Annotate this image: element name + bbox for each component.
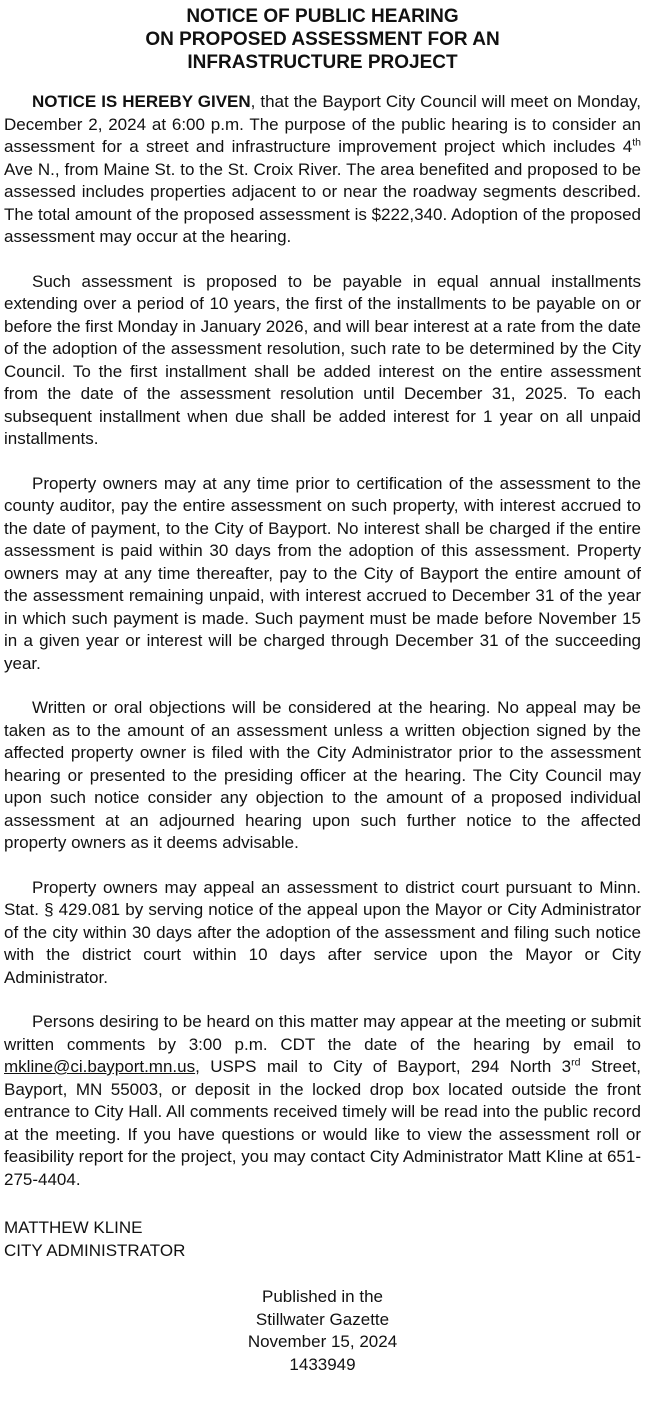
notice-paragraph-5 <box>4 877 641 990</box>
footer-notice-number: 1433949 <box>289 1354 356 1374</box>
notice-title-line: INFRASTRUCTURE PROJECT <box>187 52 458 73</box>
signature-block <box>4 1217 641 1262</box>
text-run: , that the Bayport City Council will meet on Monday, December 2, 2024 at 6:00 p.m. The purpose of the public hearing is to consider an assessment for a street and infrastructure improvement project which includes 4 <box>4 92 641 156</box>
text-run: Street, Bayport, MN 55003, or deposit in the locked drop box located outside the front entrance to City Hall. All comments received timely will be read into the public record at the meeting. If you have questions or would like to view the assessment roll or feasibility report for the project, you may contact City Administrator Matt Kline at 651-275-4404. <box>4 1057 641 1189</box>
text-run: , USPS mail to City of Bayport, 294 North 3 <box>195 1057 572 1076</box>
email-link[interactable]: mkline@ci.bayport.mn.us <box>4 1057 196 1076</box>
text-run: Written or oral objections will be considered at the hearing. No appeal may be taken as to the amount of an assessment unless a written objection signed by the affected property owner is filed with the City Administrator prior to the assessment hearing or presented to the presiding officer at the hearing. The City Council may upon such notice consider any objection to the amount of a proposed individual assessment at an adjourned hearing upon such further notice to the affected property owners as it deems advisable. <box>4 698 641 852</box>
footer-published-in: Published in the <box>262 1287 383 1306</box>
text-run: Such assessment is proposed to be payable in equal annual installments extending over a period of 10 years, the first of the installments to be payable on or before the first Monday in January 2026, and will bear interest at a rate from the date of the adoption of the assessment resolution, such rate to be determined by the City Council. To the first installment shall be added interest on the entire assessment from the date of the assessment resolution until December 31, 2025. To each subsequent installment when due shall be added interest for 1 year on all unpaid installments. <box>4 271 641 448</box>
publication-footer <box>4 1286 641 1376</box>
notice-title <box>4 5 641 74</box>
signatory-name: MATTHEW KLINE <box>4 1218 143 1237</box>
text-run: NOTICE IS HEREBY GIVEN <box>32 92 251 111</box>
text-run: Persons desiring to be heard on this matter may appear at the meeting or submit written comments by 3:00 p.m. CDT the date of the hearing by email to <box>4 1012 641 1054</box>
text-run: rd <box>571 1056 581 1069</box>
text-run: Ave N., from Maine St. to the St. Croix River. The area benefited and proposed to be assessed includes properties adjacent to or near the roadway segments described. The total amount of the proposed assessment is $222,340. Adoption of the proposed assessment may occur at the hearing. <box>4 159 641 246</box>
footer-publication-name: Stillwater Gazette <box>255 1309 390 1329</box>
notice-title-line: ON PROPOSED ASSESSMENT FOR AN <box>145 29 500 50</box>
notice-title-line: NOTICE OF PUBLIC HEARING <box>186 6 459 27</box>
text-run: th <box>632 136 641 149</box>
notice-paragraph-6 <box>4 1011 641 1191</box>
text-run: Property owners may appeal an assessment to district court pursuant to Minn. Stat. § 429.081 by serving notice of the appeal upon the Mayor or City Administrator of the city within 30 days after the adoption of the assessment and filing such notice with the district court within 10 days after service upon the Mayor or City Administrator. <box>4 877 641 987</box>
notice-paragraph-1 <box>4 91 641 249</box>
notice-paragraph-4 <box>4 697 641 855</box>
signatory-title: CITY ADMINISTRATOR <box>4 1240 186 1260</box>
text-run: Property owners may at any time prior to certification of the assessment to the county auditor, pay the entire assessment on such property, with interest accrued to the date of payment, to the City of Bayport. No interest shall be charged if the entire assessment is paid within 30 days from the adoption of this assessment. Property owners may at any time thereafter, pay to the City of Bayport the entire amount of the assessment remaining unpaid, with interest accrued to December 31 of the year in which such payment is made. Such payment must be made before November 15 in a given year or interest will be charged through December 31 of the succeeding year. <box>4 473 641 673</box>
notice-paragraph-3 <box>4 473 641 676</box>
footer-publication-date: November 15, 2024 <box>247 1332 398 1351</box>
notice-body <box>4 91 641 1191</box>
notice-paragraph-2 <box>4 271 641 451</box>
